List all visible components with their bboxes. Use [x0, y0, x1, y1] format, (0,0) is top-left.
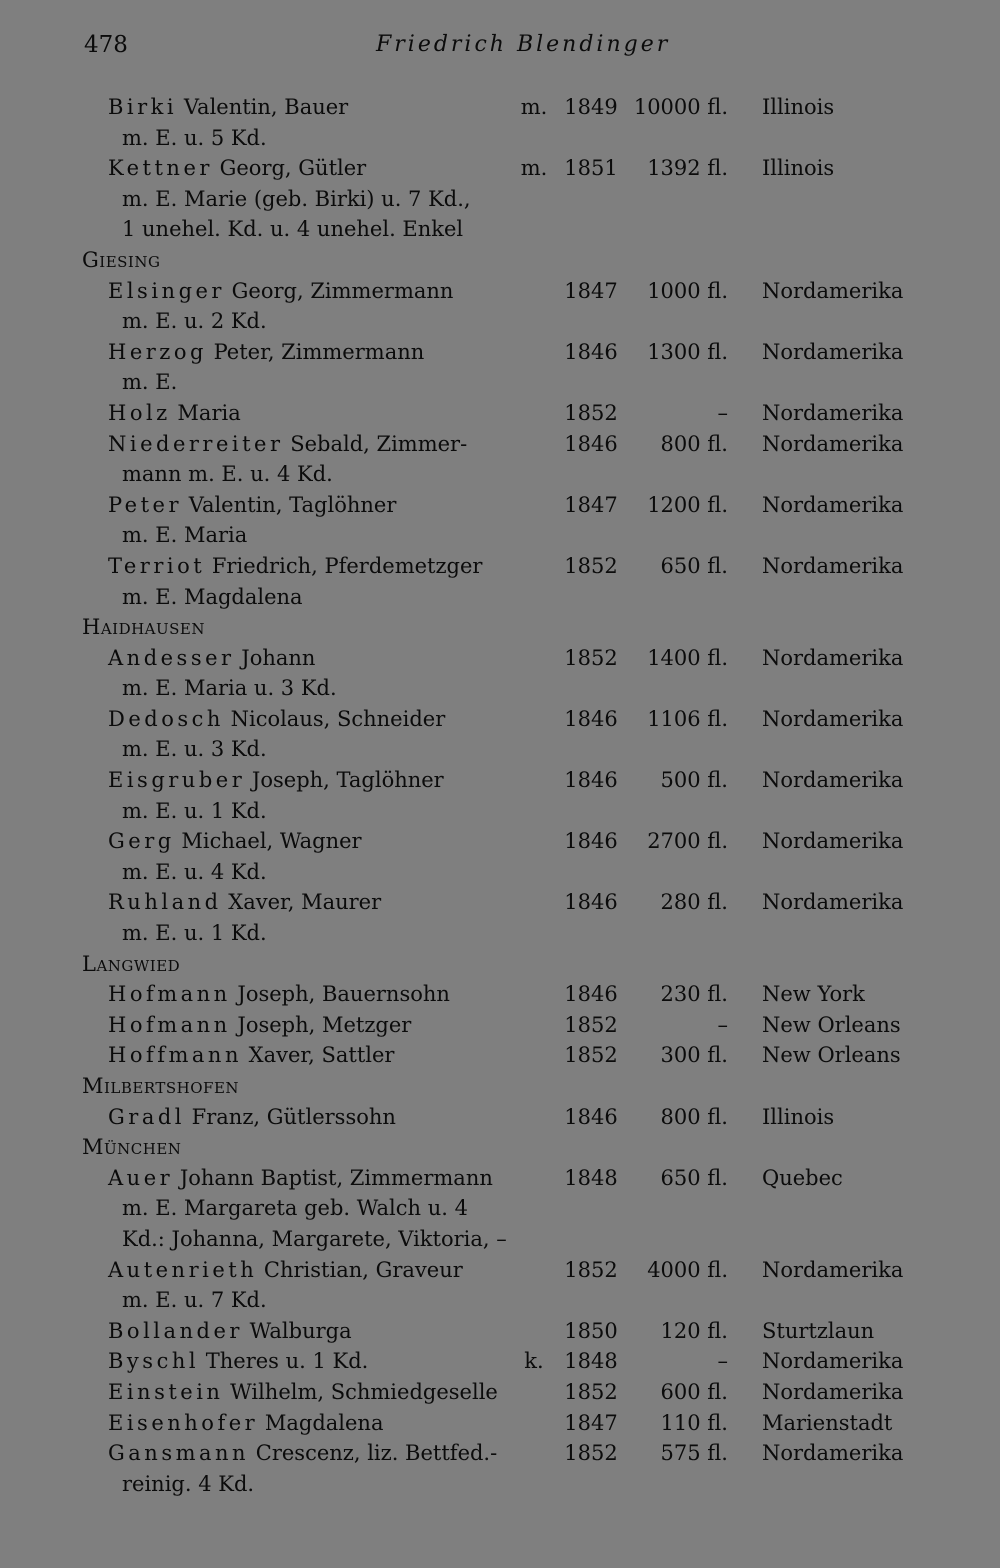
surname: Kettner: [108, 156, 213, 181]
assets-amount: 300 fl.: [660, 1043, 728, 1068]
given-name-occupation: Magdalena: [258, 1410, 384, 1435]
place-name: Langwied: [82, 951, 181, 976]
person-cell: [108, 1377, 498, 1408]
emigration-year: 1852: [564, 1379, 618, 1404]
emigration-year: 1852: [564, 1257, 618, 1282]
given-name-occupation: Walburga: [242, 1318, 352, 1343]
person-cell: [108, 1040, 394, 1071]
entry-continuation: [0, 184, 1000, 215]
emigrant-entry: [0, 979, 1000, 1010]
continuation-text: m. E. u. 1 Kd.: [122, 798, 267, 823]
given-name-occupation: Theres u. 1 Kd.: [199, 1349, 369, 1374]
assets-amount: 120 fl.: [660, 1318, 728, 1343]
emigrant-entry: [0, 153, 1000, 184]
person-cell: [108, 92, 348, 123]
emigrant-entry: [0, 92, 1000, 123]
destination: Illinois: [762, 156, 835, 181]
surname: Einstein: [108, 1379, 224, 1404]
emigration-year: 1850: [564, 1318, 618, 1343]
entry-continuation: [0, 520, 1000, 551]
surname: Bollander: [108, 1318, 243, 1343]
surname: Auer: [108, 1165, 174, 1190]
assets-amount: 1392 fl.: [647, 156, 728, 181]
assets-amount: 575 fl.: [660, 1441, 728, 1466]
person-cell: [108, 704, 445, 735]
emigrant-entry: [0, 643, 1000, 674]
emigrant-entry: [0, 429, 1000, 460]
assets-amount: –: [717, 1349, 728, 1374]
given-name-occupation: Valentin, Taglöhner: [182, 492, 397, 517]
emigration-year: 1846: [564, 1104, 618, 1129]
assets-amount: 650 fl.: [660, 1165, 728, 1190]
given-name-occupation: Crescenz, liz. Bettfed.-: [249, 1441, 498, 1466]
destination: Nordamerika: [762, 492, 904, 517]
given-name-occupation: Joseph, Bauernsohn: [230, 982, 450, 1007]
entry-continuation: [0, 796, 1000, 827]
entry-continuation: [0, 1469, 1000, 1500]
emigrant-entry: [0, 1377, 1000, 1408]
emigrant-list: [0, 92, 1000, 1499]
destination: Nordamerika: [762, 890, 904, 915]
place-heading: [0, 1132, 1000, 1163]
destination: New Orleans: [762, 1012, 901, 1037]
emigrant-entry: [0, 276, 1000, 307]
emigrant-entry: [0, 1316, 1000, 1347]
destination: Nordamerika: [762, 768, 904, 793]
emigration-year: 1846: [564, 706, 618, 731]
entry-continuation: [0, 1285, 1000, 1316]
assets-amount: 1300 fl.: [647, 339, 728, 364]
destination: Nordamerika: [762, 645, 904, 670]
destination: Illinois: [762, 95, 835, 119]
continuation-text: 1 unehel. Kd. u. 4 unehel. Enkel: [122, 217, 464, 242]
person-cell: [108, 1408, 383, 1439]
surname: Eisgruber: [108, 768, 246, 793]
surname: Gerg: [108, 829, 175, 854]
destination: Nordamerika: [762, 400, 904, 425]
person-cell: [108, 153, 366, 184]
emigration-year: 1852: [564, 1012, 618, 1037]
entry-continuation: [0, 582, 1000, 613]
assets-amount: 1400 fl.: [647, 645, 728, 670]
continuation-text: reinig. 4 Kd.: [122, 1471, 255, 1496]
person-cell: [108, 765, 444, 796]
given-name-occupation: Peter, Zimmermann: [206, 339, 425, 364]
given-name-occupation: Valentin, Bauer: [177, 95, 349, 119]
place-name: München: [82, 1135, 182, 1160]
emigration-year: 1847: [564, 278, 618, 303]
page-header: [0, 32, 1000, 66]
surname: Dedosch: [108, 706, 224, 731]
destination: Marienstadt: [762, 1410, 893, 1435]
emigration-year: 1852: [564, 1043, 618, 1068]
given-name-occupation: Johann Baptist, Zimmermann: [173, 1165, 493, 1190]
given-name-occupation: Michael, Wagner: [174, 829, 362, 854]
assets-amount: 2700 fl.: [647, 829, 728, 854]
assets-amount: 800 fl.: [660, 431, 728, 456]
person-cell: [108, 1255, 463, 1286]
person-cell: [108, 551, 482, 582]
given-name-occupation: Joseph, Taglöhner: [245, 768, 444, 793]
destination: Nordamerika: [762, 1349, 904, 1374]
destination: New Orleans: [762, 1043, 901, 1068]
place-heading: [0, 949, 1000, 980]
continuation-text: m. E. Marie (geb. Birki) u. 7 Kd.,: [122, 186, 471, 211]
emigration-year: 1852: [564, 553, 618, 578]
continuation-text: m. E. u. 2 Kd.: [122, 309, 267, 334]
surname: Hofmann: [108, 982, 231, 1007]
surname: Gansmann: [108, 1441, 250, 1466]
surname: Eisenhofer: [108, 1410, 259, 1435]
person-cell: [108, 887, 381, 918]
assets-amount: 1106 fl.: [647, 706, 728, 731]
surname: Birki: [108, 95, 178, 119]
emigration-year: 1852: [564, 400, 618, 425]
place-name: Giesing: [82, 247, 161, 272]
continuation-text: m. E. u. 1 Kd.: [122, 921, 267, 946]
given-name-occupation: Georg, Gütler: [212, 156, 367, 181]
surname: Holz: [108, 400, 171, 425]
emigration-year: 1851: [564, 156, 618, 181]
emigration-year: 1848: [564, 1349, 618, 1374]
assets-amount: 110 fl.: [660, 1410, 728, 1435]
surname: Hofmann: [108, 1012, 231, 1037]
place-name: Haidhausen: [82, 615, 206, 640]
continuation-text: m. E. Margareta geb. Walch u. 4: [122, 1196, 468, 1221]
assets-amount: –: [717, 1012, 728, 1037]
emigrant-entry: [0, 765, 1000, 796]
entry-continuation: [0, 306, 1000, 337]
confession-mark: k.: [524, 1349, 544, 1374]
emigration-year: 1847: [564, 492, 618, 517]
given-name-occupation: Georg, Zimmermann: [224, 278, 454, 303]
given-name-occupation: Franz, Gütlerssohn: [185, 1104, 396, 1129]
given-name-occupation: Maria: [170, 400, 241, 425]
continuation-text: m. E. u. 3 Kd.: [122, 737, 267, 762]
destination: Nordamerika: [762, 706, 904, 731]
destination: Nordamerika: [762, 1379, 904, 1404]
emigration-year: 1846: [564, 768, 618, 793]
surname: Byschl: [108, 1349, 200, 1374]
emigrant-entry: [0, 1040, 1000, 1071]
emigrant-entry: [0, 887, 1000, 918]
assets-amount: 1200 fl.: [647, 492, 728, 517]
emigrant-entry: [0, 1010, 1000, 1041]
destination: Nordamerika: [762, 553, 904, 578]
assets-amount: –: [717, 400, 728, 425]
entry-continuation: [0, 367, 1000, 398]
continuation-text: m. E. Maria u. 3 Kd.: [122, 676, 337, 701]
given-name-occupation: Johann: [234, 645, 316, 670]
given-name-occupation: Xaver, Maurer: [221, 890, 382, 915]
assets-amount: 10000 fl.: [633, 95, 728, 119]
person-cell: [108, 1010, 411, 1041]
destination: Quebec: [762, 1165, 843, 1190]
given-name-occupation: Sebald, Zimmer-: [283, 431, 468, 456]
person-cell: [108, 276, 453, 307]
continuation-text: m. E. Maria: [122, 523, 248, 548]
emigration-year: 1847: [564, 1410, 618, 1435]
surname: Hoffmann: [108, 1043, 242, 1068]
surname: Peter: [108, 492, 183, 517]
emigration-year: 1846: [564, 339, 618, 364]
continuation-text: m. E.: [122, 370, 178, 395]
person-cell: [108, 1346, 368, 1377]
surname: Andesser: [108, 645, 235, 670]
emigrant-entry: [0, 704, 1000, 735]
place-heading: [0, 612, 1000, 643]
assets-amount: 600 fl.: [660, 1379, 728, 1404]
emigration-year: 1846: [564, 431, 618, 456]
destination: Nordamerika: [762, 1441, 904, 1466]
emigrant-entry: [0, 1346, 1000, 1377]
continuation-text: m. E. Magdalena: [122, 584, 303, 609]
emigrant-entry: [0, 1163, 1000, 1194]
given-name-occupation: Xaver, Sattler: [241, 1043, 395, 1068]
entry-continuation: [0, 123, 1000, 154]
person-cell: [108, 979, 450, 1010]
person-cell: [108, 1102, 396, 1133]
emigrant-entry: [0, 337, 1000, 368]
given-name-occupation: Friedrich, Pferdemetzger: [205, 553, 483, 578]
person-cell: [108, 826, 362, 857]
surname: Terriot: [108, 553, 206, 578]
emigrant-entry: [0, 1102, 1000, 1133]
destination: Nordamerika: [762, 1257, 904, 1282]
person-cell: [108, 1163, 493, 1194]
surname: Elsinger: [108, 278, 225, 303]
emigrant-entry: [0, 1438, 1000, 1469]
confession-mark: m.: [520, 156, 548, 181]
surname: Ruhland: [108, 890, 222, 915]
given-name-occupation: Joseph, Metzger: [230, 1012, 412, 1037]
assets-amount: 800 fl.: [660, 1104, 728, 1129]
emigrant-entry: [0, 1255, 1000, 1286]
confession-mark: m.: [520, 95, 548, 119]
emigration-year: 1848: [564, 1165, 618, 1190]
continuation-text: Kd.: Johanna, Margarete, Viktoria, –: [122, 1226, 507, 1251]
page-number: 478: [84, 32, 128, 58]
continuation-text: m. E. u. 5 Kd.: [122, 125, 267, 150]
destination: New York: [762, 982, 865, 1007]
continuation-text: mann m. E. u. 4 Kd.: [122, 462, 333, 487]
entry-continuation: [0, 214, 1000, 245]
destination: Sturtzlaun: [762, 1318, 875, 1343]
assets-amount: 230 fl.: [660, 982, 728, 1007]
entry-continuation: [0, 857, 1000, 888]
destination: Illinois: [762, 1104, 835, 1129]
emigrant-entry: [0, 398, 1000, 429]
given-name-occupation: Wilhelm, Schmiedgeselle: [223, 1379, 498, 1404]
person-cell: [108, 429, 467, 460]
person-cell: [108, 337, 424, 368]
emigration-year: 1846: [564, 890, 618, 915]
place-heading: [0, 1071, 1000, 1102]
destination: Nordamerika: [762, 278, 904, 303]
continuation-text: m. E. u. 4 Kd.: [122, 859, 267, 884]
entry-continuation: [0, 673, 1000, 704]
assets-amount: 1000 fl.: [647, 278, 728, 303]
place-name: Milbertshofen: [82, 1074, 240, 1098]
surname: Herzog: [108, 339, 207, 364]
person-cell: [108, 490, 396, 521]
emigration-year: 1846: [564, 982, 618, 1007]
assets-amount: 650 fl.: [660, 553, 728, 578]
emigration-year: 1852: [564, 1441, 618, 1466]
assets-amount: 280 fl.: [660, 890, 728, 915]
emigrant-entry: [0, 1408, 1000, 1439]
surname: Niederreiter: [108, 431, 284, 456]
entry-continuation: [0, 459, 1000, 490]
assets-amount: 500 fl.: [660, 768, 728, 793]
person-cell: [108, 398, 241, 429]
entry-continuation: [0, 918, 1000, 949]
surname: Gradl: [108, 1104, 185, 1129]
surname: Autenrieth: [108, 1257, 258, 1282]
given-name-occupation: Christian, Graveur: [257, 1257, 463, 1282]
place-heading: [0, 245, 1000, 276]
emigration-year: 1846: [564, 829, 618, 854]
entry-continuation: [0, 734, 1000, 765]
emigration-year: 1852: [564, 645, 618, 670]
continuation-text: m. E. u. 7 Kd.: [122, 1288, 267, 1313]
entry-continuation: [0, 1193, 1000, 1224]
emigrant-entry: [0, 551, 1000, 582]
destination: Nordamerika: [762, 339, 904, 364]
assets-amount: 4000 fl.: [647, 1257, 728, 1282]
person-cell: [108, 643, 315, 674]
entry-continuation: [0, 1224, 1000, 1255]
person-cell: [108, 1438, 497, 1469]
running-title: Friedrich Blendinger: [376, 32, 671, 57]
given-name-occupation: Nicolaus, Schneider: [223, 706, 446, 731]
destination: Nordamerika: [762, 829, 904, 854]
emigrant-entry: [0, 490, 1000, 521]
destination: Nordamerika: [762, 431, 904, 456]
person-cell: [108, 1316, 352, 1347]
emigration-year: 1849: [564, 95, 618, 119]
emigrant-entry: [0, 826, 1000, 857]
